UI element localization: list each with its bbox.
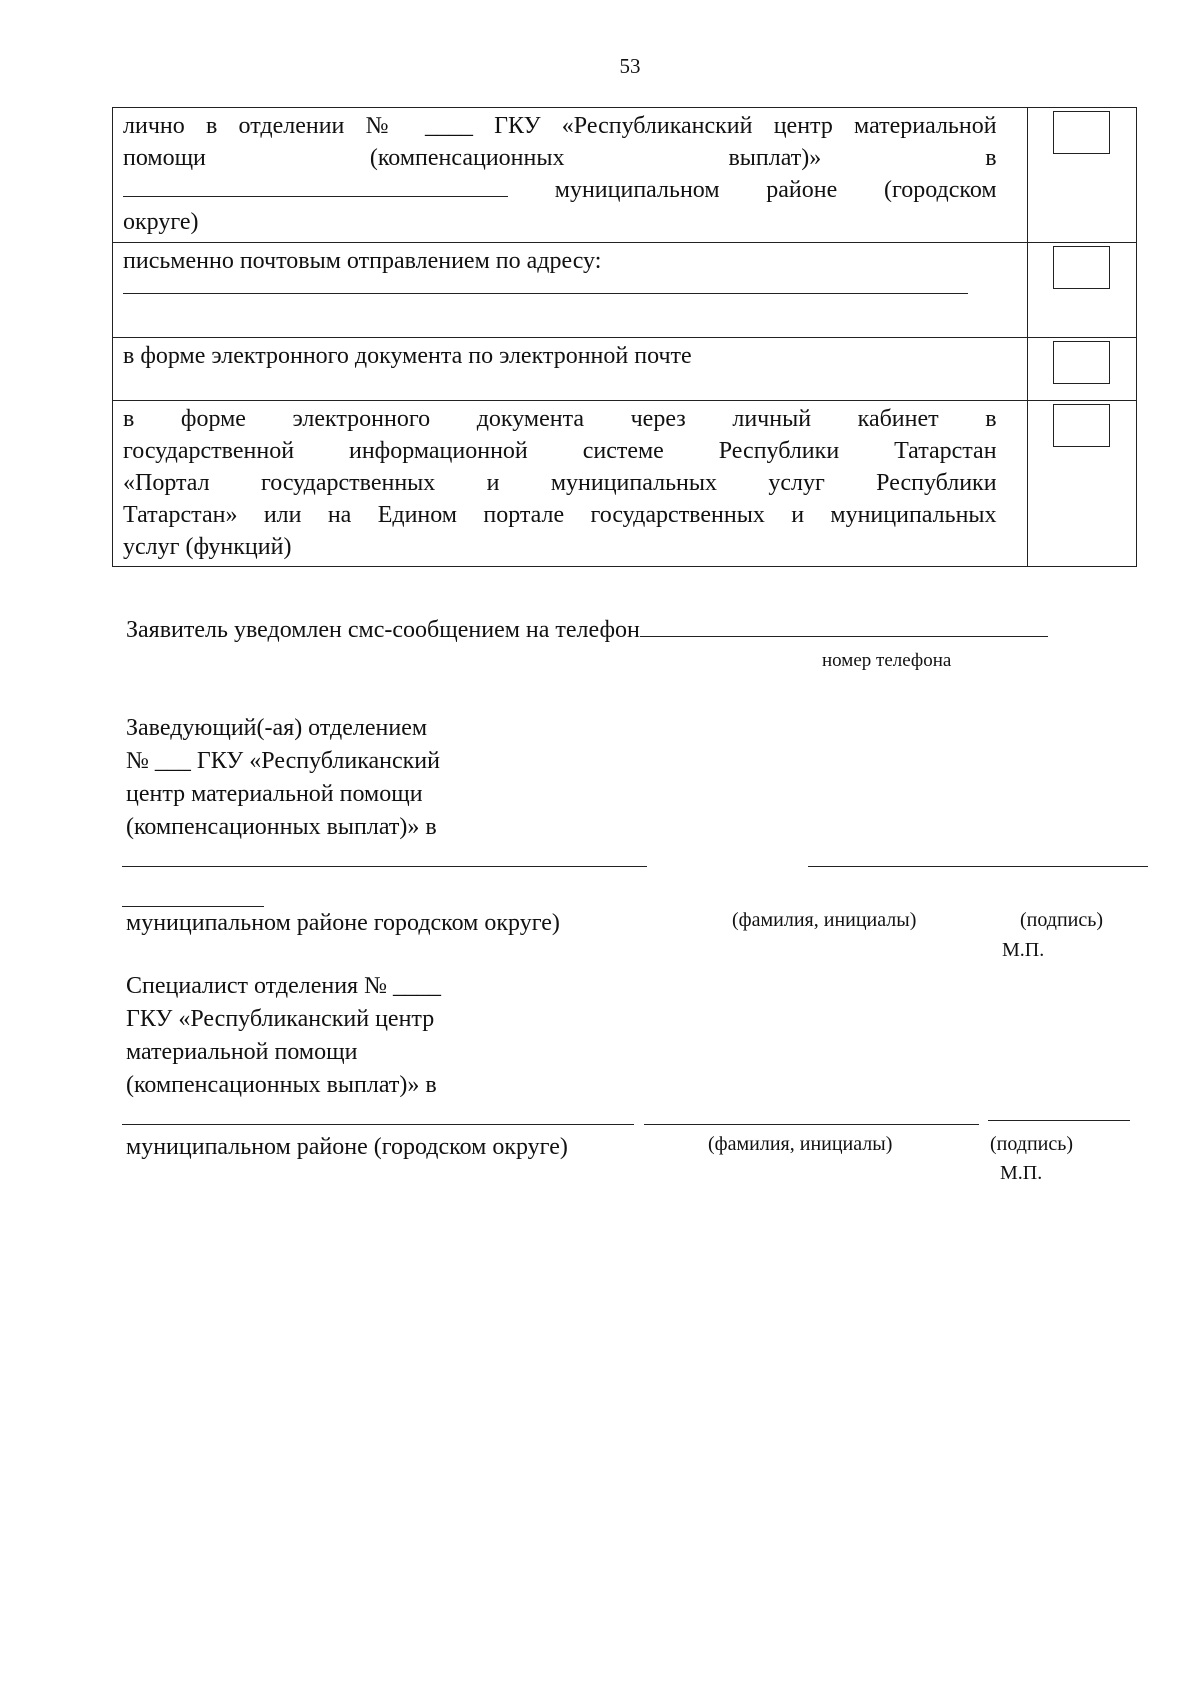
head-line: Заведующий(-ая) отделением: [126, 715, 428, 741]
specialist-name-blank[interactable]: [644, 1124, 979, 1125]
specialist-line: (компенсационных выплат)» в: [126, 1072, 437, 1098]
option-text-line: лично в отделении № ____ ГКУ «Республиканский центр материальной: [123, 113, 997, 139]
district-blank[interactable]: [123, 196, 508, 197]
head-district-blank[interactable]: [122, 866, 647, 867]
option-row-portal: [113, 401, 1137, 567]
head-sign-caption: (подпись): [1020, 909, 1104, 931]
head-block: [126, 712, 440, 844]
specialist-sign-blank[interactable]: [988, 1120, 1130, 1121]
specialist-district-label: муниципальном районе (городском округе): [126, 1134, 568, 1160]
address-blank[interactable]: [123, 281, 968, 294]
option-text-line: государственной информационной системе Республики Татарстан: [123, 438, 997, 464]
option-text-line: письменно почтовым отправлением по адресу:: [123, 248, 602, 274]
head-line: № ___ ГКУ «Республиканский: [126, 748, 440, 774]
option-row-email: [113, 338, 1137, 401]
head-name-caption: (фамилия, инициалы): [732, 909, 917, 931]
option-text-line: в форме электронного документа через личный кабинет в: [123, 406, 997, 432]
option-text-line: Татарстан» или на Едином портале государственных и муниципальных: [123, 502, 997, 528]
option-text-line: услуг (функций): [123, 534, 292, 560]
specialist-line: материальной помощи: [126, 1039, 358, 1065]
phone-blank[interactable]: [640, 614, 1048, 637]
specialist-name-caption: (фамилия, инициалы): [708, 1133, 893, 1155]
specialist-line: ГКУ «Республиканский центр: [126, 1006, 435, 1032]
head-line: центр материальной помощи: [126, 781, 423, 807]
checkbox-email[interactable]: [1053, 341, 1110, 384]
phone-caption: номер телефона: [822, 650, 952, 671]
delivery-options-table: [112, 107, 1137, 567]
option-text-line: «Портал государственных и муниципальных услуг Республики: [123, 470, 997, 496]
head-name-blank[interactable]: [808, 866, 1148, 867]
option-text-line: муниципальном районе (городском: [554, 177, 997, 203]
specialist-line: Специалист отделения № ____: [126, 973, 441, 999]
specialist-sign-caption: (подпись): [990, 1133, 1074, 1155]
checkbox-in-person[interactable]: [1053, 111, 1110, 154]
option-text-line: в форме электронного документа по электронной почте: [123, 343, 692, 369]
head-stamp: М.П.: [1002, 939, 1045, 961]
option-row-in-person: [113, 108, 1137, 243]
sms-notice: Заявитель уведомлен смс-сообщением на телефон: [126, 614, 1048, 644]
head-district-blank-2[interactable]: [122, 906, 264, 907]
specialist-stamp: М.П.: [1000, 1162, 1043, 1184]
option-text-line: помощи (компенсационных выплат)» в: [123, 145, 997, 171]
head-district-label: муниципальном районе городском округе): [126, 910, 560, 936]
checkbox-mail[interactable]: [1053, 246, 1110, 289]
option-text-line: округе): [123, 209, 199, 235]
page-number: 53: [619, 54, 641, 78]
head-line: (компенсационных выплат)» в: [126, 814, 437, 840]
specialist-block: [126, 970, 441, 1102]
option-row-mail: [113, 243, 1137, 338]
checkbox-portal[interactable]: [1053, 404, 1110, 447]
specialist-district-blank[interactable]: [122, 1124, 634, 1125]
